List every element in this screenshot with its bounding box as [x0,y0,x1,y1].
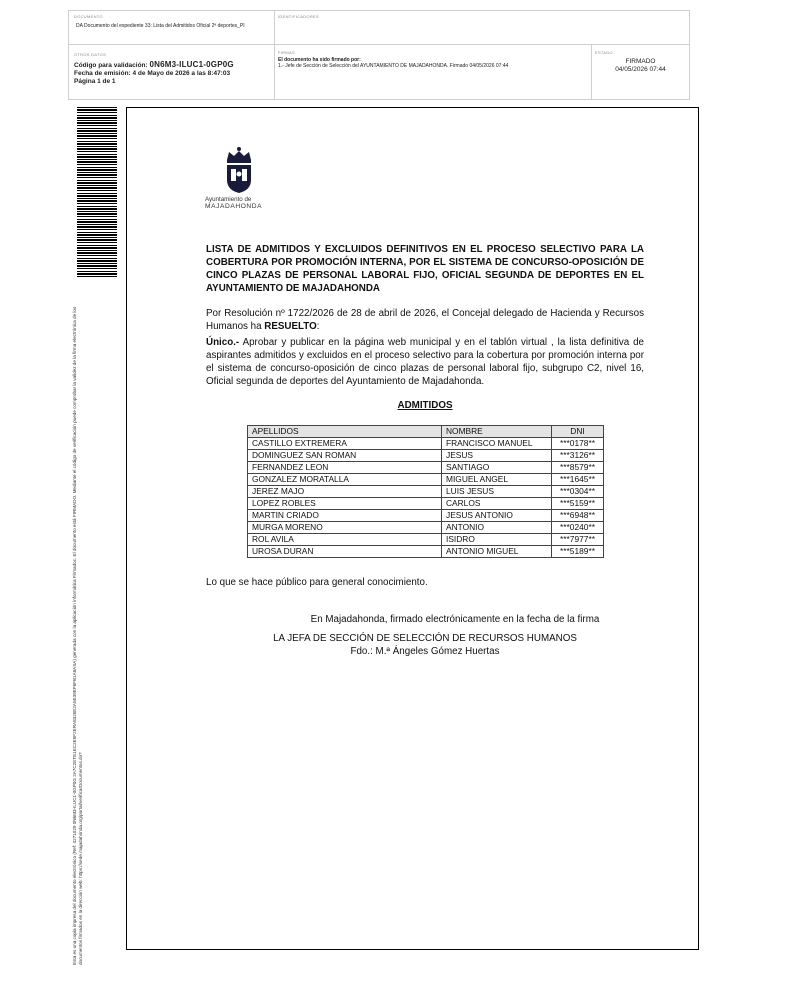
side-verification-text: Esta es una copia impresa del documento electrónico (Ref: 4271029 0N6M3-ILUC1-0GP0G 2A7C2ETE1EC2E5F2ERA8325E2A5E39EF6FB1A8ASA) generada con la aplicación informática Firmadoc. El documento está FIRMADO. Mediante el código de verificación puede comprobar la validez de la firma electrónica de los documentos firmados en la dirección web: https://sede.majadahonda.org/portal/verificarDocumentos.do? [72,306,83,965]
estado-value: FIRMADO [625,58,656,65]
ayuntamiento-logo [205,146,269,210]
pagina-text: Página 1 de 1 [74,78,116,85]
table-row [248,438,604,450]
cell-nombre: ANTONIO [442,522,552,534]
table-row [248,474,604,486]
otros-datos-label: OTROS DATOS [74,52,107,57]
cell-nombre: ANTONIO MIGUEL [442,546,552,558]
admitidos-heading: ADMITIDOS [397,400,453,411]
documento-text: DA Documento del expediente 33: Lista del Admitidos Oficial 2ª deportes_PI [76,23,245,29]
identificadores-label: IDENTIFICADORES [278,14,319,19]
firmas-label: FIRMAS [278,50,295,55]
cell-dni: ***0240** [552,522,604,534]
resolucion-text: Por Resolución nº 1722/2026 de 28 de abril de 2026, el Concejal delegado de Hacienda y Recursos Humanos ha [206,308,644,332]
table-row [248,522,604,534]
unico-text: Aprobar y publicar en la página web municipal y en el tablón virtual , la lista definitiva de aspirantes admitidos y excluidos en el proceso selectivo para la cobertura por promoción interna por el sistema de concurso-oposición de cinco plazas de personal laboral fijo, subgrupo C2, nivel 16, Oficial segunda de deportes del Ayuntamiento de Majadahonda. [206,337,644,387]
cell-apellidos: ROL AVILA [248,534,442,546]
identificadores-cell [275,11,689,45]
table-row [248,450,604,462]
admitidos-table [247,425,604,558]
cell-nombre: CARLOS [442,498,552,510]
firmas-line: 1.- Jefe de Sección de Selección del AYUNTAMIENTO DE MAJADAHONDA. Firmado 04/05/2026 07:44 [278,63,509,69]
estado-label: ESTADO [595,50,613,55]
crown-crest-icon [219,146,259,194]
signature-place: En Majadahonda, firmado electrónicamente en la fecha de la firma [310,614,600,625]
cell-nombre: SANTIAGO [442,462,552,474]
cell-dni: ***5189** [552,546,604,558]
cell-dni: ***5159** [552,498,604,510]
cell-apellidos: GONZALEZ MORATALLA [248,474,442,486]
header-nombre: NOMBRE [442,426,552,438]
barcode [77,107,117,277]
table-row [248,462,604,474]
cell-apellidos: JEREZ MAJO [248,486,442,498]
firmas-cell [275,45,592,99]
cell-apellidos: DOMINGUEZ SAN ROMAN [248,450,442,462]
cell-dni: ***7977** [552,534,604,546]
signature-role: LA JEFA DE SECCIÓN DE SELECCIÓN DE RECURSOS HUMANOS [273,633,577,644]
cell-apellidos: UROSA DURAN [248,546,442,558]
table-row [248,486,604,498]
table-row [248,498,604,510]
resolucion-colon: : [316,321,320,332]
signature-header [68,10,690,100]
logo-line1: Ayuntamiento de [205,196,252,203]
cell-nombre: FRANCISCO MANUEL [442,438,552,450]
document-title: LISTA DE ADMITIDOS Y EXCLUIDOS DEFINITIVOS EN EL PROCESO SELECTIVO PARA LA COBERTURA POR PROMOCIÓN INTERNA, POR EL SISTEMA DE CONCURSO-OPOSICIÓN DE CINCO PLAZAS DE PERSONAL LABORAL FIJO, OFICIAL SEGUNDA DE DEPORTES EN EL AYUNTAMIENTO DE MAJADAHONDA [206,244,644,294]
table-row [248,546,604,558]
header-apellidos: APELLIDOS [248,426,442,438]
table-row [248,534,604,546]
cell-apellidos: FERNANDEZ LEON [248,462,442,474]
cell-nombre: JESUS [442,450,552,462]
cell-nombre: JESUS ANTONIO [442,510,552,522]
cell-nombre: MIGUEL ANGEL [442,474,552,486]
otros-datos-cell [69,45,275,99]
closing-text: Lo que se hace público para general conocimiento. [206,577,428,588]
cell-dni: ***8579** [552,462,604,474]
cell-nombre: LUIS JESUS [442,486,552,498]
cell-dni: ***1645** [552,474,604,486]
signature-block [206,632,644,658]
codigo-label: Código para validación: [74,62,148,69]
cell-dni: ***0304** [552,486,604,498]
cell-apellidos: MARTIN CRIADO [248,510,442,522]
cell-dni: ***3126** [552,450,604,462]
unico-paragraph [206,336,644,388]
table-header-row [248,426,604,438]
table-row [248,510,604,522]
cell-apellidos: LOPEZ ROBLES [248,498,442,510]
resolucion-paragraph [206,307,644,333]
cell-dni: ***0178** [552,438,604,450]
fecha-emision: Fecha de emisión: 4 de Mayo de 2026 a las 8:47:03 [74,70,231,77]
firmas-intro: El documento ha sido firmado por: [278,57,361,63]
documento-cell [69,11,275,45]
unico-bold: Único.- [206,337,240,348]
cell-nombre: ISIDRO [442,534,552,546]
signature-name: Fdo.: M.ª Ángeles Gómez Huertas [350,646,500,657]
resuelto-bold: RESUELTO [264,321,317,332]
cell-dni: ***6948** [552,510,604,522]
cell-apellidos: CASTILLO EXTREMERA [248,438,442,450]
estado-cell [592,45,689,99]
codigo-value[interactable]: 0N6M3-ILUC1-0GP0G [149,60,234,69]
cell-apellidos: MURGA MORENO [248,522,442,534]
logo-line2: MAJADAHONDA [205,203,263,210]
documento-label: DOCUMENTO [74,14,103,19]
estado-date: 04/05/2026 07:44 [615,66,666,73]
header-dni: DNI [552,426,604,438]
